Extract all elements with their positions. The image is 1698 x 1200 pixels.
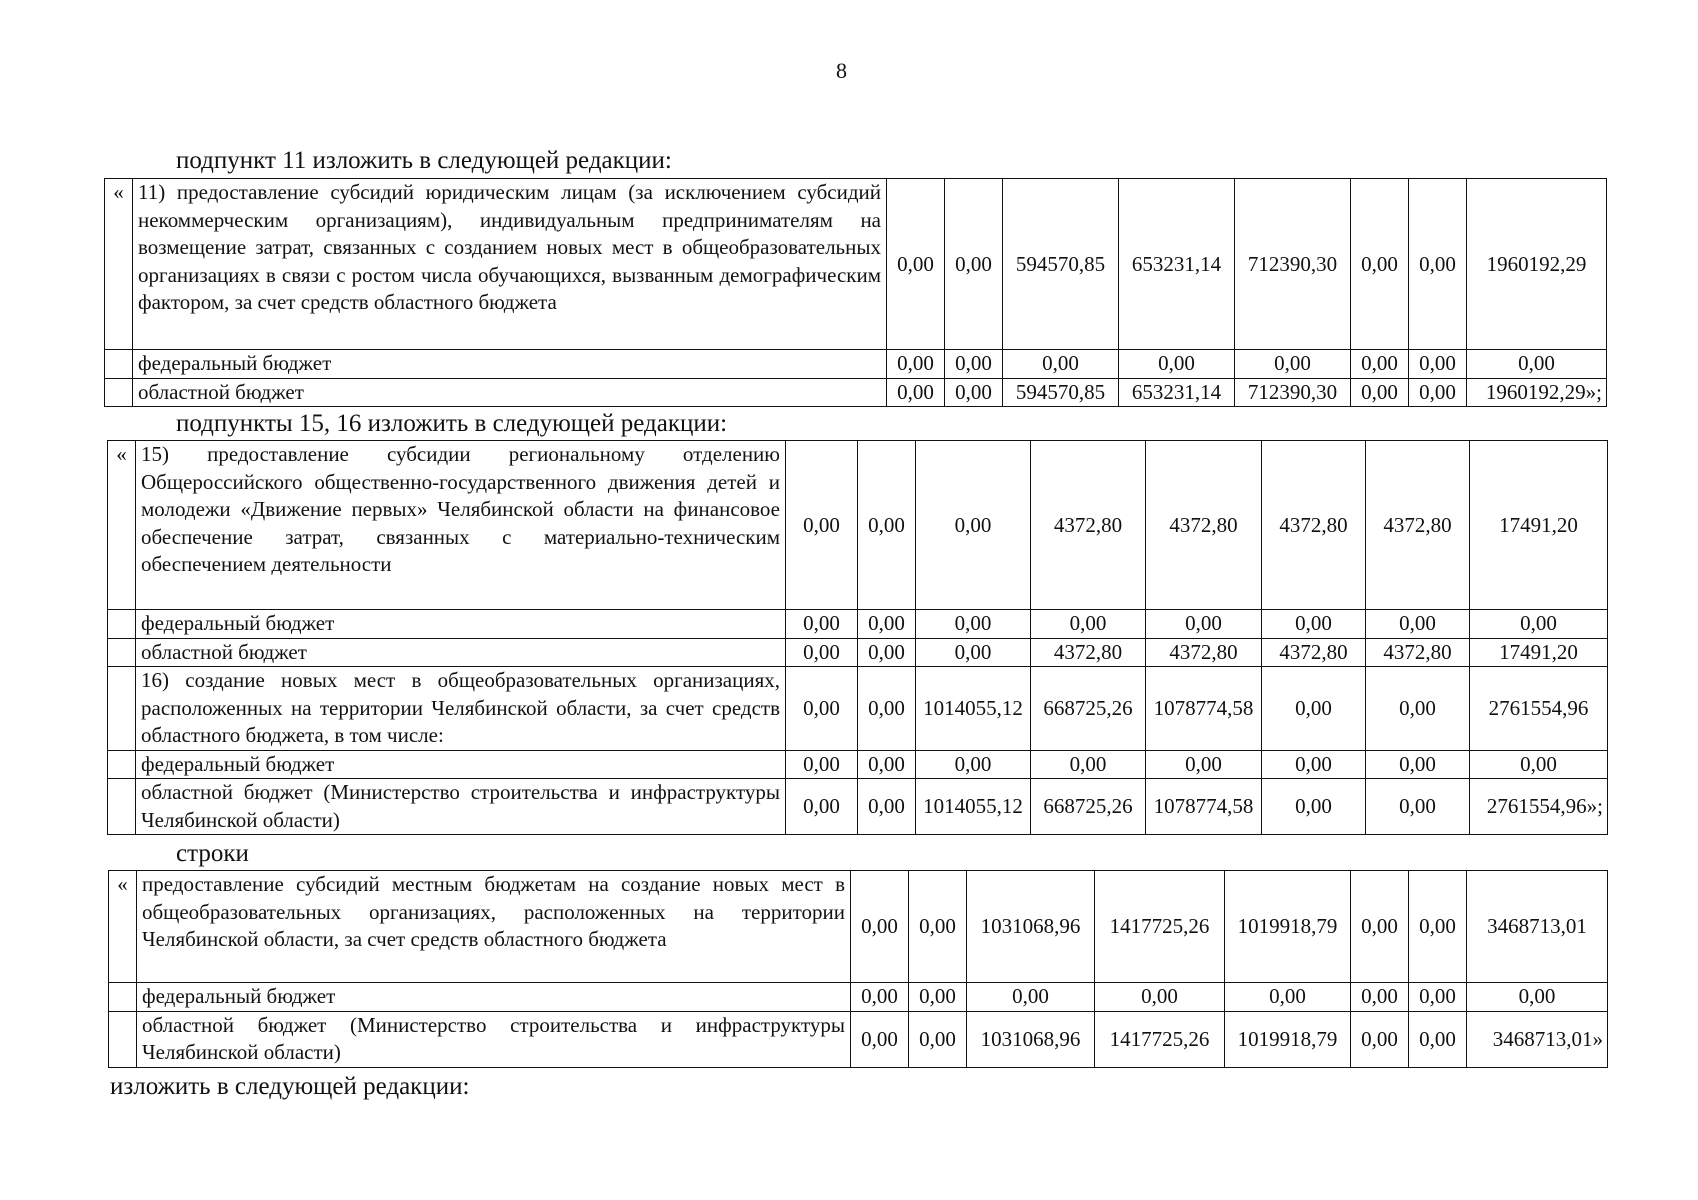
value-cell: 0,00 (786, 610, 858, 639)
description-cell: предоставление субсидий местным бюджетам на создание новых мест в общеобразовательных организациях, расположенных на территории Челябинской области, за счет средств областного бюджета (137, 871, 851, 983)
value-cell: 0,00 (1235, 350, 1351, 379)
value-cell: 0,00 (1467, 983, 1608, 1012)
value-cell: 0,00 (1003, 350, 1119, 379)
value-cell: 0,00 (858, 441, 916, 610)
value-cell: 0,00 (1409, 350, 1467, 379)
value-cell: 0,00 (945, 179, 1003, 350)
value-cell: 0,00 (786, 638, 858, 667)
page-number: 8 (836, 58, 847, 83)
heading-subitems-15-16: подпункты 15, 16 изложить в следующей редакции: (176, 410, 728, 437)
value-cell: 0,00 (1146, 610, 1262, 639)
quote-cell (109, 983, 137, 1012)
value-cell: 0,00 (1031, 750, 1146, 779)
value-cell: 0,00 (1409, 1011, 1467, 1067)
value-cell: 4372,80 (1262, 441, 1366, 610)
value-cell: 0,00 (1470, 750, 1608, 779)
table-body (109, 871, 1608, 1068)
value-cell: 0,00 (786, 779, 858, 835)
value-cell: 0,00 (1262, 750, 1366, 779)
value-cell: 668725,26 (1031, 667, 1146, 751)
value-cell: 4372,80 (1262, 638, 1366, 667)
description-cell: 15) предоставление субсидии региональному отделению Общероссийского общественно-государственного движения детей и молодежи «Движение первых» Челябинской области на финансовое обеспечение затрат, связанных с материально-техническим обеспечением деятельности (136, 441, 786, 610)
description-cell: областной бюджет (Министерство строительства и инфраструктуры Челябинской области) (137, 1011, 851, 1067)
footer-text: изложить в следующей редакции: (110, 1073, 470, 1100)
value-cell: 0,00 (1351, 179, 1409, 350)
value-cell: 0,00 (916, 638, 1031, 667)
quote-cell: « (109, 871, 137, 983)
value-cell: 0,00 (851, 983, 909, 1012)
table-row (108, 779, 1608, 835)
table-row (105, 350, 1607, 379)
description-cell: федеральный бюджет (136, 610, 786, 639)
value-cell: 1019918,79 (1225, 871, 1351, 983)
value-cell: 17491,20 (1470, 638, 1608, 667)
value-cell: 0,00 (858, 750, 916, 779)
value-cell: 0,00 (858, 667, 916, 751)
value-cell: 1960192,29 (1467, 179, 1607, 350)
quote-cell (108, 779, 136, 835)
value-cell: 4372,80 (1366, 441, 1470, 610)
value-cell: 2761554,96 (1470, 667, 1608, 751)
value-cell: 0,00 (851, 871, 909, 983)
quote-cell (108, 750, 136, 779)
table-body (105, 179, 1607, 407)
value-cell: 4372,80 (1146, 638, 1262, 667)
value-cell: 4372,80 (1031, 441, 1146, 610)
value-cell: 0,00 (1351, 1011, 1409, 1067)
value-cell: 653231,14 (1119, 179, 1235, 350)
value-cell: 653231,14 (1119, 378, 1235, 407)
value-cell: 0,00 (1262, 610, 1366, 639)
value-cell: 0,00 (887, 179, 945, 350)
value-cell: 0,00 (967, 983, 1095, 1012)
value-cell: 0,00 (945, 378, 1003, 407)
table-body (108, 441, 1608, 835)
value-cell: 594570,85 (1003, 179, 1119, 350)
value-cell: 17491,20 (1470, 441, 1608, 610)
description-cell: областной бюджет (133, 378, 887, 407)
value-cell: 0,00 (1146, 750, 1262, 779)
quote-cell (108, 638, 136, 667)
value-cell: 0,00 (858, 779, 916, 835)
table-row (108, 441, 1608, 610)
description-cell: областной бюджет (Министерство строительства и инфраструктуры Челябинской области) (136, 779, 786, 835)
value-cell: 0,00 (851, 1011, 909, 1067)
quote-cell: « (108, 441, 136, 610)
value-cell: 0,00 (1467, 350, 1607, 379)
table-subitems-15-16 (107, 440, 1608, 835)
description-cell: федеральный бюджет (133, 350, 887, 379)
value-cell: 4372,80 (1031, 638, 1146, 667)
value-cell: 0,00 (858, 638, 916, 667)
value-cell: 4372,80 (1366, 638, 1470, 667)
value-cell: 1019918,79 (1225, 1011, 1351, 1067)
value-cell: 0,00 (916, 441, 1031, 610)
value-cell: 0,00 (909, 983, 967, 1012)
value-cell: 0,00 (786, 750, 858, 779)
table-row (105, 179, 1607, 350)
value-cell: 0,00 (1470, 610, 1608, 639)
value-cell: 0,00 (1409, 871, 1467, 983)
value-cell: 0,00 (916, 610, 1031, 639)
table-row (109, 983, 1608, 1012)
heading-rows: строки (176, 840, 249, 867)
value-cell: 2761554,96»; (1470, 779, 1608, 835)
table-row (109, 1011, 1608, 1067)
value-cell: 1417725,26 (1095, 871, 1225, 983)
value-cell: 3468713,01 (1467, 871, 1608, 983)
description-cell: 16) создание новых мест в общеобразовательных организациях, расположенных на территории Челябинской области, за счет средств областного бюджета, в том числе: (136, 667, 786, 751)
quote-cell: « (105, 179, 133, 350)
value-cell: 0,00 (945, 350, 1003, 379)
value-cell: 1417725,26 (1095, 1011, 1225, 1067)
description-cell: областной бюджет (136, 638, 786, 667)
value-cell: 0,00 (1351, 983, 1409, 1012)
description-cell: 11) предоставление субсидий юридическим лицам (за исключением субсидий некоммерческим организациям), индивидуальным предпринимателям на возмещение затрат, связанных с созданием новых мест в общеобразовательных организациях в связи с ростом числа обучающихся, вызванным демографическим фактором, за счет средств областного бюджета (133, 179, 887, 350)
value-cell: 0,00 (1262, 779, 1366, 835)
quote-cell (109, 1011, 137, 1067)
table-row (108, 750, 1608, 779)
heading-subitem-11: подпункт 11 изложить в следующей редакции: (176, 147, 672, 174)
value-cell: 0,00 (1366, 610, 1470, 639)
table-row (108, 667, 1608, 751)
value-cell: 0,00 (1225, 983, 1351, 1012)
value-cell: 1031068,96 (967, 871, 1095, 983)
quote-cell (108, 610, 136, 639)
value-cell: 712390,30 (1235, 179, 1351, 350)
value-cell: 0,00 (1351, 350, 1409, 379)
value-cell: 0,00 (858, 610, 916, 639)
table-row (105, 378, 1607, 407)
description-cell: федеральный бюджет (136, 750, 786, 779)
quote-cell (105, 350, 133, 379)
value-cell: 0,00 (887, 378, 945, 407)
value-cell: 0,00 (1095, 983, 1225, 1012)
value-cell: 0,00 (786, 667, 858, 751)
table-row (108, 610, 1608, 639)
value-cell: 712390,30 (1235, 378, 1351, 407)
table-row (108, 638, 1608, 667)
description-cell: федеральный бюджет (137, 983, 851, 1012)
value-cell: 0,00 (786, 441, 858, 610)
value-cell: 0,00 (1351, 871, 1409, 983)
value-cell: 4372,80 (1146, 441, 1262, 610)
value-cell: 0,00 (1366, 667, 1470, 751)
value-cell: 1031068,96 (967, 1011, 1095, 1067)
quote-cell (108, 667, 136, 751)
value-cell: 0,00 (1366, 779, 1470, 835)
value-cell: 1014055,12 (916, 779, 1031, 835)
value-cell: 1078774,58 (1146, 779, 1262, 835)
value-cell: 0,00 (916, 750, 1031, 779)
value-cell: 1960192,29»; (1467, 378, 1607, 407)
value-cell: 594570,85 (1003, 378, 1119, 407)
value-cell: 668725,26 (1031, 779, 1146, 835)
table-row (109, 871, 1608, 983)
value-cell: 0,00 (887, 350, 945, 379)
value-cell: 0,00 (1262, 667, 1366, 751)
value-cell: 0,00 (1119, 350, 1235, 379)
value-cell: 1078774,58 (1146, 667, 1262, 751)
value-cell: 0,00 (1409, 983, 1467, 1012)
quote-cell (105, 378, 133, 407)
table-subitem-11 (104, 178, 1607, 407)
value-cell: 0,00 (1031, 610, 1146, 639)
value-cell: 0,00 (1351, 378, 1409, 407)
value-cell: 0,00 (1366, 750, 1470, 779)
value-cell: 0,00 (909, 1011, 967, 1067)
value-cell: 3468713,01» (1467, 1011, 1608, 1067)
value-cell: 0,00 (1409, 179, 1467, 350)
value-cell: 0,00 (909, 871, 967, 983)
value-cell: 1014055,12 (916, 667, 1031, 751)
value-cell: 0,00 (1409, 378, 1467, 407)
table-rows (108, 870, 1608, 1068)
